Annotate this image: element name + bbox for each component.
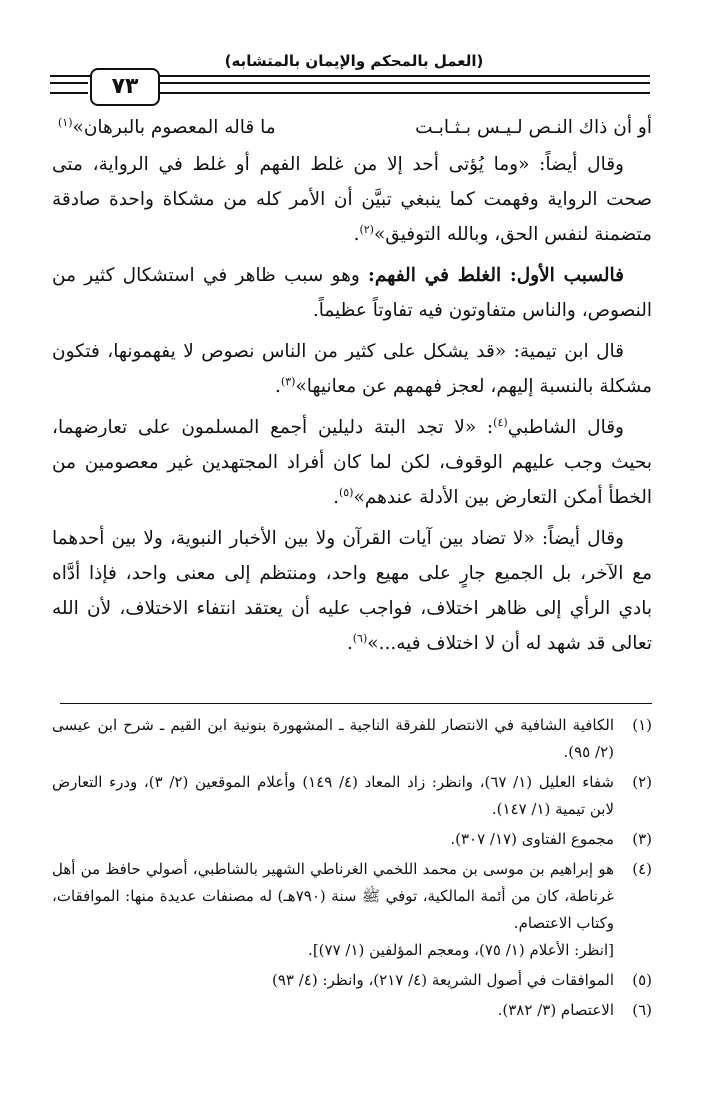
footnote-item	[52, 997, 652, 1024]
footnote-number: (٦)	[632, 1001, 652, 1019]
header-rule-double-left	[50, 82, 88, 94]
page-number: ٧٣	[90, 68, 160, 106]
footnote-item	[52, 712, 652, 766]
footnote-ref: (٦)	[352, 631, 368, 645]
footnote-item	[52, 967, 652, 994]
paragraph: فالسبب الأول: الغلط في الفهم: وهو سبب ظاهر في استشكال كثير من النصوص، والناس متفاوتون فيه تفاوتاً عظيماً.	[52, 265, 652, 321]
main-text	[52, 100, 652, 661]
footnote-text: مجموع الفتاوى (١٧/ ٣٠٧).	[450, 830, 614, 848]
verse-first-hemistich: أو أن ذاك النـص لـيـس بـثـابـت	[415, 117, 652, 138]
paragraph: قال ابن تيمية: «قد يشكل على كثير من الناس نصوص لا يفهمونها، فتكون مشكلة بالنسبة إليهم، لعجز فهمهم عن معانيها»$^{(٣)}$.	[52, 341, 652, 397]
footnote-extra: [انظر: الأعلام (١/ ٧٥)، ومعجم المؤلفين (١/ ٧٧)].	[308, 941, 614, 959]
footnote-ref: (١)	[58, 115, 73, 129]
footnote-number: (٢)	[632, 773, 652, 791]
footnote-ref: (٣)	[280, 374, 296, 388]
paragraph: وقال الشاطبي$^{(٤)}$: «لا تجد البتة دليلين أجمع المسلمون على تعارضهما، بحيث وجب عليهم الوقوف، لكن لما كان أفراد المجتهدين غير معصومين من الخطأ أمكن التعارض بين الأدلة عندهم»$^{(٥)}$.	[52, 415, 652, 508]
footnote-text: الموافقات في أصول الشريعة (٤/ ٢١٧)، وانظر: (٤/ ٩٣)	[271, 971, 614, 989]
footnote-number: (٥)	[632, 971, 652, 989]
footnote-text: هو إبراهيم بن موسى بن محمد اللخمي الغرناطي الشهير بالشاطبي، أصولي حافظ من أهل غرناطة، كان من أئمة المالكية، توفي ﷺ سنة (٧٩٠هـ) له مصنفات عديدة منها: الموافقات، وكتاب الاعتصام. [انظر: الأعلام (١/ ٧٥)، ومعجم المؤلفين (١/ ٧٧)].	[52, 860, 614, 959]
running-header-title: (العمل بالمحكم والإيمان بالمتشابه)	[224, 52, 484, 70]
section-heading-inline: فالسبب الأول: الغلط في الفهم:	[368, 265, 624, 286]
footnote-text: شفاء العليل (١/ ٦٧)، وانظر: زاد المعاد (٤/ ١٤٩) وأعلام الموقعين (٢/ ٣)، ودرء التعارض لابن تيمية (١/ ١٤٧).	[52, 773, 614, 818]
footnote-text: الكافية الشافية في الانتصار للفرقة الناجية ـ المشهورة بنونية ابن القيم ـ شرح ابن عيسى (٢/ ٩٥).	[52, 716, 614, 761]
footnote-item	[52, 856, 652, 964]
verse-second-hemistich: ما قاله المعصوم بالبرهان»$^{(١)}$	[58, 115, 276, 138]
footnotes	[52, 712, 652, 1027]
paragraph: وقال أيضاً: «لا تضاد بين آيات القرآن ولا بين الأخبار النبوية، ولا بين أحدهما مع الآخر، بل الجميع جارٍ على مهيع واحد، ومنتظم إلى معنى واحد، فإذا أدَّاه بادي الرأي إلى ظاهر اختلاف، فواجب عليه أن يعتقد انتفاء الاختلاف، لأن الله تعالى قد شهد له أن لا اختلاف فيه...»$^{(٦)}$.	[52, 528, 652, 654]
footnote-ref: (٢)	[359, 222, 374, 236]
footnote-text: الاعتصام (٣/ ٣٨٢).	[497, 1001, 614, 1019]
footnote-item	[52, 769, 652, 823]
footnote-separator	[60, 703, 652, 704]
header-rule-double-right	[158, 82, 650, 94]
footnote-ref: (٤)	[493, 415, 508, 429]
footnote-number: (١)	[632, 716, 652, 734]
footnote-number: (٣)	[632, 830, 652, 848]
poetry-verse	[52, 110, 652, 145]
footnote-number: (٤)	[632, 860, 652, 878]
paragraph: وقال أيضاً: «وما يُؤتى أحد إلا من غلط الفهم أو غلط في الرواية، متى صحت الرواية وفهمت كما ينبغي تبيَّن أن الأمر كله من مشكاة واحدة صادقة متضمنة لنفس الحق، وبالله التوفيق»$^{(٢)}$.	[52, 154, 652, 245]
footnote-item	[52, 826, 652, 853]
footnote-ref: (٥)	[338, 485, 354, 499]
